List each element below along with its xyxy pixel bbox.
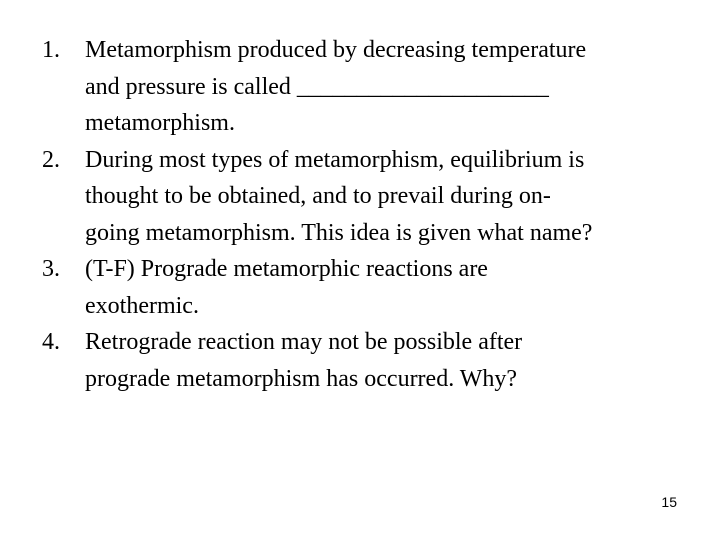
question-number: 2. [42,146,60,173]
question-number: 3. [42,256,60,282]
question-item [42,251,692,324]
question-number: 4. [42,329,60,355]
question-line: and pressure is called _____________________ [85,73,549,100]
question-item [42,142,692,252]
question-item [42,32,692,142]
question-line: Retrograde reaction may not be possible after [85,329,523,355]
page-number: 15 [661,494,677,510]
question-line: prograde metamorphism has occurred. Why? [85,365,518,392]
question-line: During most types of metamorphism, equilibrium is [85,146,585,173]
question-item [42,324,692,397]
question-line: Metamorphism produced by decreasing temperature [85,37,587,63]
question-number: 1. [42,37,60,63]
question-line: metamorphism. [85,110,235,136]
question-line: thought to be obtained, and to prevail during on- [85,183,551,209]
question-list [42,32,692,397]
question-line: going metamorphism. This idea is given what name? [85,219,593,246]
question-line: (T-F) Prograde metamorphic reactions are [85,256,488,282]
question-line: exothermic. [85,292,199,319]
